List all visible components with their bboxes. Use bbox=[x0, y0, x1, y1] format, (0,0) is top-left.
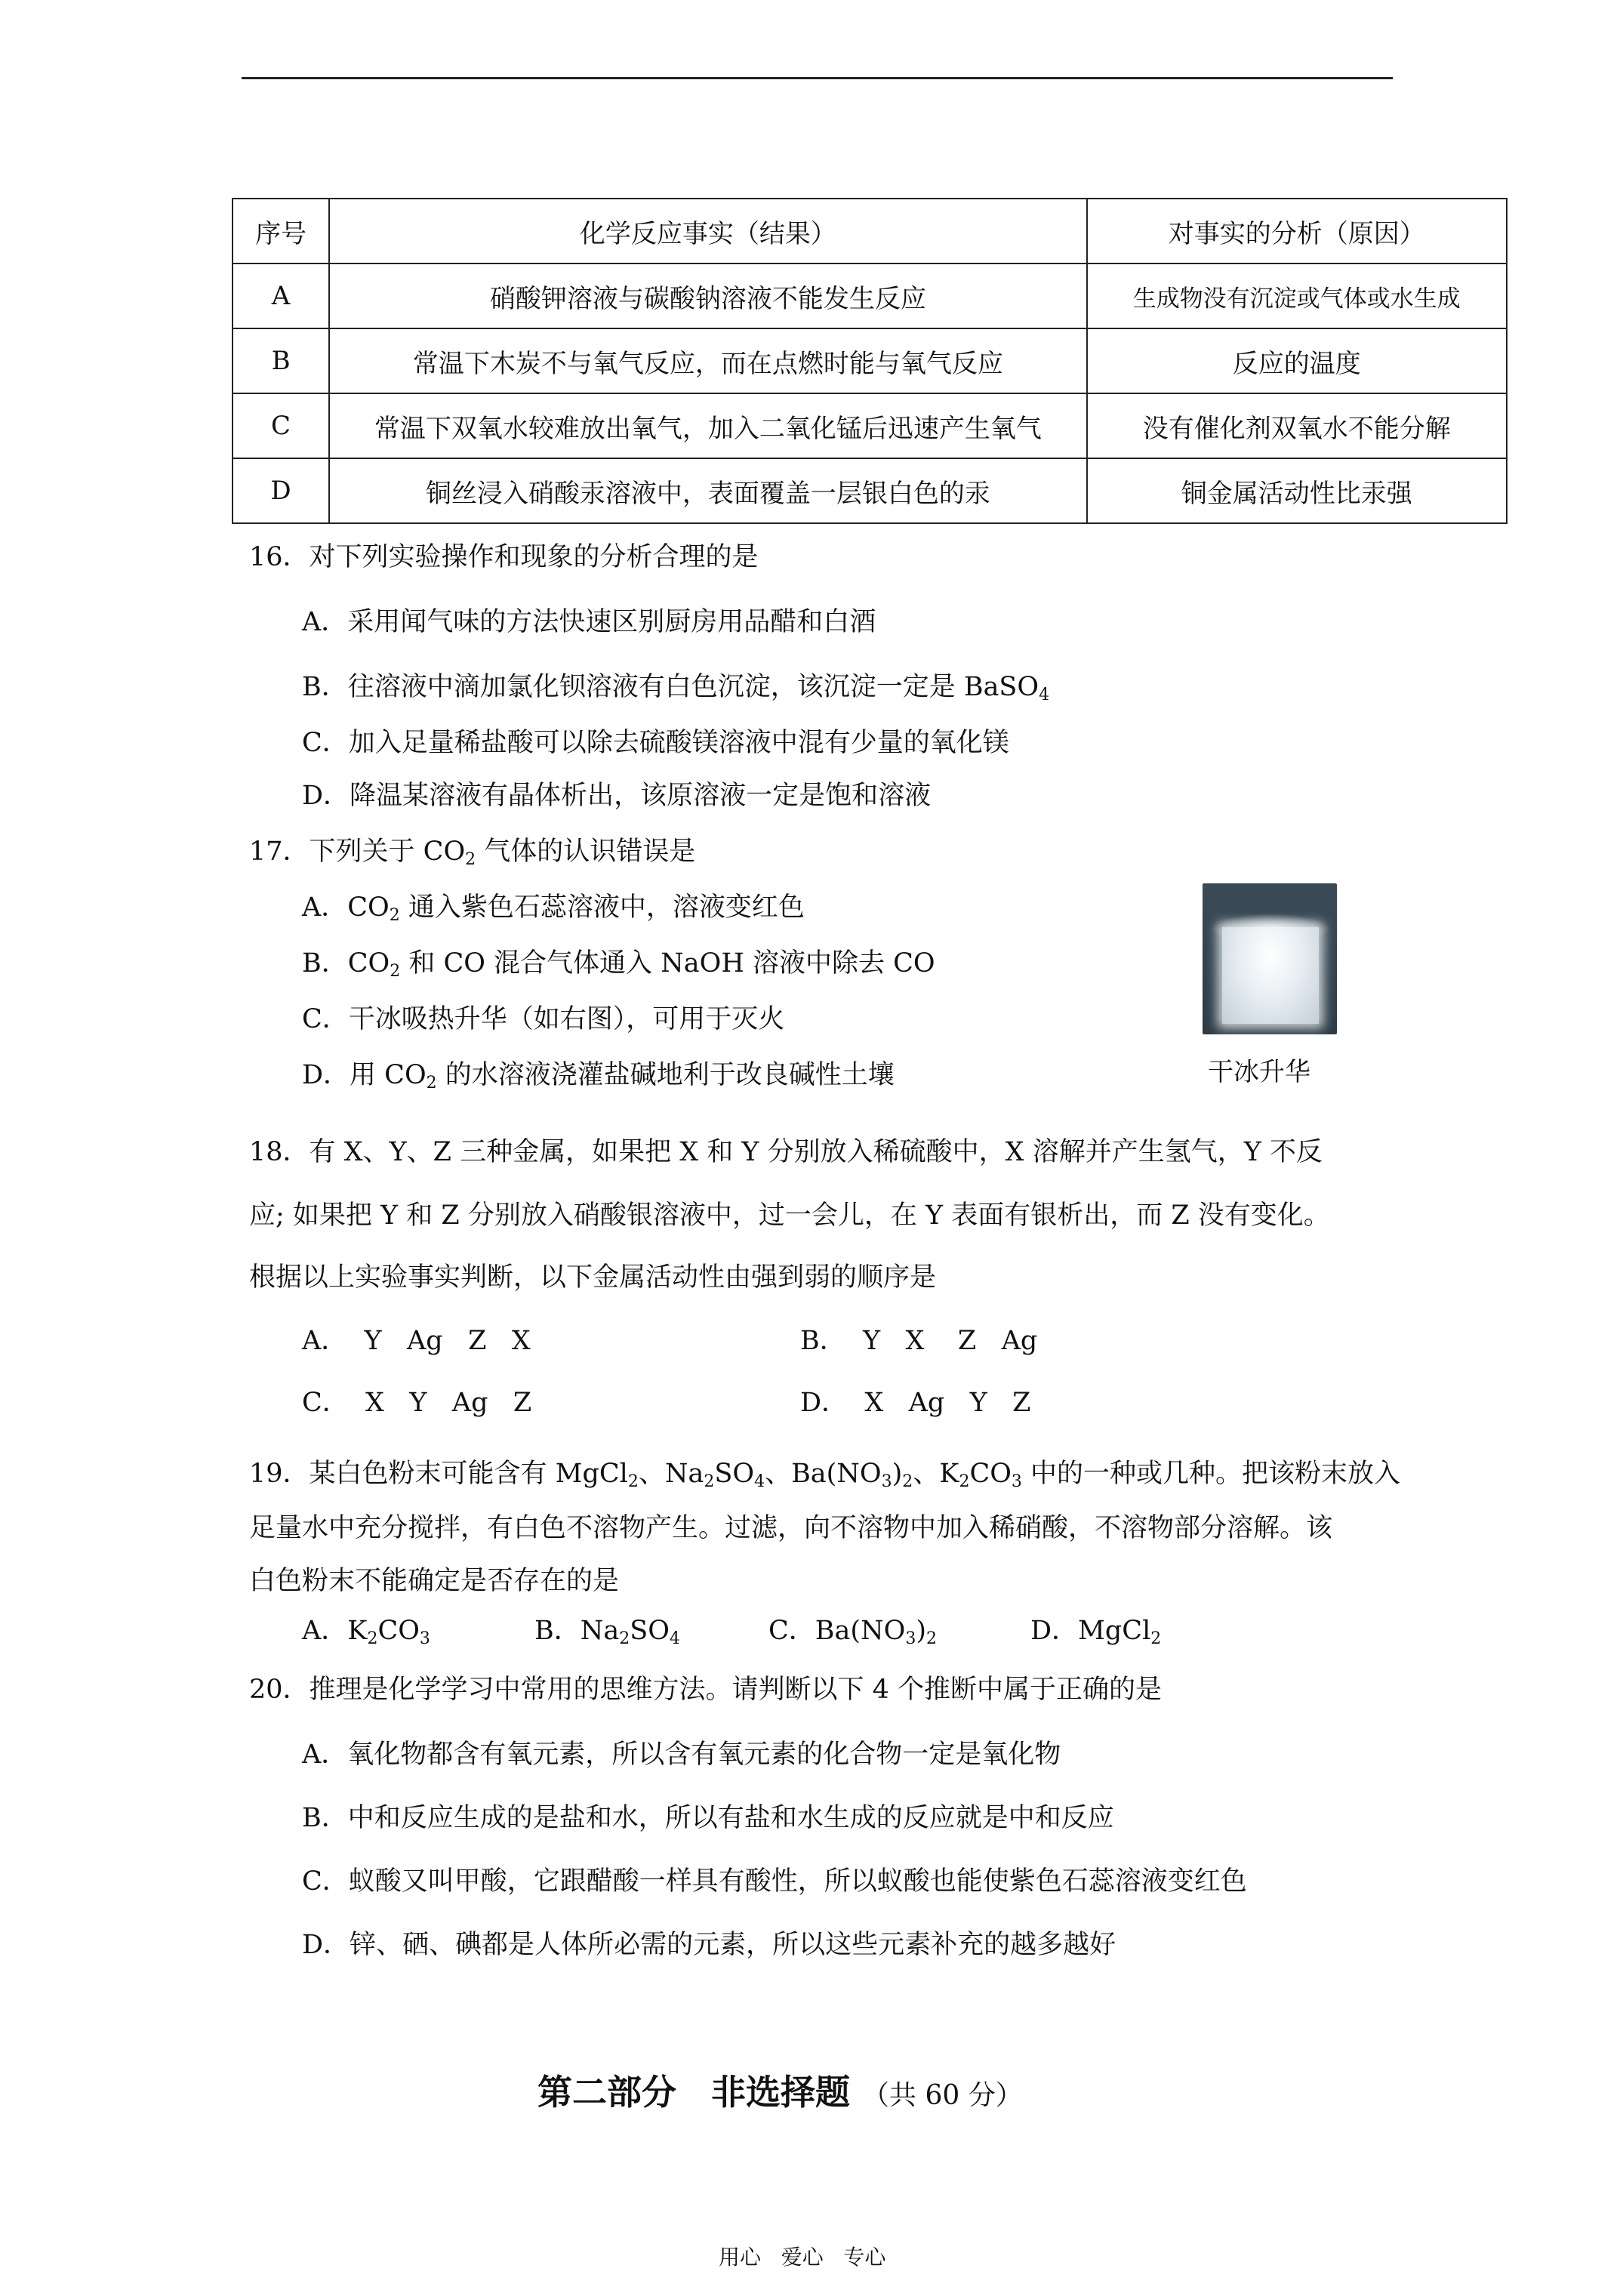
q17-option-a: A．$CO_2$ 通入紫色石蕊溶液中，溶液变红色 bbox=[302, 892, 805, 925]
facts-table bbox=[232, 198, 1508, 524]
q19-line-3: 白色粉末不能确定是否存在的是 bbox=[249, 1566, 620, 1596]
table-header-cell: 对事实的分析（原因） bbox=[1087, 199, 1507, 264]
q16-stem: 16．对下列实验操作和现象的分析合理的是 bbox=[249, 542, 759, 572]
table-cell: 没有催化剂双氧水不能分解 bbox=[1087, 393, 1507, 458]
table-row bbox=[233, 393, 1507, 458]
q18-option-d: D． X Ag Y Z bbox=[800, 1388, 1031, 1418]
table-header-cell: 序号 bbox=[233, 199, 329, 264]
table-header-cell: 化学反应事实（结果） bbox=[329, 199, 1086, 264]
header-rule bbox=[242, 77, 1393, 79]
q18-option-c: C． X Y Ag Z bbox=[302, 1388, 532, 1418]
section-title: 第二部分 非选择题 bbox=[537, 2072, 850, 2113]
q19-option-d: D．MgCl$_2$ bbox=[1030, 1616, 1162, 1648]
dry-ice-photo bbox=[1203, 883, 1337, 1034]
section-heading bbox=[537, 2065, 1023, 2115]
table-row bbox=[233, 264, 1507, 328]
table-row bbox=[233, 458, 1507, 523]
q19-line-2: 足量水中充分搅拌，有白色不溶物产生。过滤，向不溶物中加入稀硝酸，不溶物部分溶解。该 bbox=[249, 1513, 1333, 1543]
q18-line-1: 18．有 X、Y、Z 三种金属，如果把 X 和 Y 分别放入稀硫酸中，X 溶解并产生氢气，Y 不反 bbox=[249, 1137, 1323, 1167]
q19-option-a: A．$K_2CO_3$ bbox=[302, 1616, 430, 1648]
table-header-row bbox=[233, 199, 1507, 264]
table-cell: B bbox=[233, 328, 329, 393]
table-cell: C bbox=[233, 393, 329, 458]
section-score-note: （共 60 分） bbox=[862, 2080, 1023, 2111]
q18-option-a: A． Y Ag Z X bbox=[302, 1326, 531, 1356]
q19-line-1: 19．某白色粉末可能含有 MgCl$_2$、$Na_2SO_4$、$Ba(NO_3)_2$、$K_2CO_3$ 中的一种或几种。把该粉末放入 bbox=[249, 1459, 1401, 1491]
q17-option-c: C．干冰吸热升华（如右图），可用于灭火 bbox=[302, 1004, 785, 1034]
q20-option-b: B．中和反应生成的是盐和水，所以有盐和水生成的反应就是中和反应 bbox=[302, 1803, 1114, 1833]
table-cell: 生成物没有沉淀或气体或水生成 bbox=[1087, 264, 1507, 328]
q18-option-b: B． Y X Z Ag bbox=[800, 1326, 1038, 1356]
q17-stem: 17．下列关于 $CO_2$ 气体的认识错误是 bbox=[249, 837, 696, 869]
q16-option-d: D．降温某溶液有晶体析出，该原溶液一定是饱和溶液 bbox=[302, 781, 932, 811]
q16-option-c: C．加入足量稀盐酸可以除去硫酸镁溶液中混有少量的氧化镁 bbox=[302, 728, 1009, 758]
dry-ice-block bbox=[1222, 927, 1319, 1024]
q16-option-b: B．往溶液中滴加氯化钡溶液有白色沉淀，该沉淀一定是 BaSO$_4$ bbox=[302, 672, 1050, 704]
q17-option-d: D．用 $CO_2$ 的水溶液浇灌盐碱地利于改良碱性土壤 bbox=[302, 1060, 895, 1093]
table-row bbox=[233, 328, 1507, 393]
photo-caption: 干冰升华 bbox=[1208, 1057, 1310, 1087]
q19-option-b: B．$Na_2SO_4$ bbox=[534, 1616, 680, 1648]
table-cell: 常温下木炭不与氧气反应，而在点燃时能与氧气反应 bbox=[329, 328, 1086, 393]
page-footer: 用心 爱心 专心 bbox=[719, 2245, 886, 2270]
q16-option-a: A．采用闻气味的方法快速区别厨房用品醋和白酒 bbox=[302, 607, 876, 637]
q20-option-d: D．锌、硒、碘都是人体所必需的元素，所以这些元素补充的越多越好 bbox=[302, 1930, 1116, 1960]
q17-option-b: B．$CO_2$ 和 CO 混合气体通入 NaOH 溶液中除去 CO bbox=[302, 948, 935, 981]
q18-line-3: 根据以上实验事实判断，以下金属活动性由强到弱的顺序是 bbox=[249, 1262, 937, 1293]
table-cell: 铜丝浸入硝酸汞溶液中，表面覆盖一层银白色的汞 bbox=[329, 458, 1086, 523]
table-cell: 反应的温度 bbox=[1087, 328, 1507, 393]
table-cell: A bbox=[233, 264, 329, 328]
table-cell: 硝酸钾溶液与碳酸钠溶液不能发生反应 bbox=[329, 264, 1086, 328]
table-cell: 铜金属活动性比汞强 bbox=[1087, 458, 1507, 523]
table-cell: 常温下双氧水较难放出氧气，加入二氧化锰后迅速产生氧气 bbox=[329, 393, 1086, 458]
q20-option-a: A．氧化物都含有氧元素，所以含有氧元素的化合物一定是氧化物 bbox=[302, 1740, 1061, 1770]
q20-option-c: C．蚁酸又叫甲酸，它跟醋酸一样具有酸性，所以蚁酸也能使紫色石蕊溶液变红色 bbox=[302, 1866, 1247, 1897]
table-cell: D bbox=[233, 458, 329, 523]
q18-line-2: 应; 如果把 Y 和 Z 分别放入硝酸银溶液中，过一会儿，在 Y 表面有银析出，而 Z 没有变化。 bbox=[249, 1200, 1330, 1231]
q19-option-c: C．$Ba(NO_3)_2$ bbox=[768, 1616, 937, 1648]
q20-stem: 20．推理是化学学习中常用的思维方法。请判断以下 4 个推断中属于正确的是 bbox=[249, 1675, 1163, 1705]
